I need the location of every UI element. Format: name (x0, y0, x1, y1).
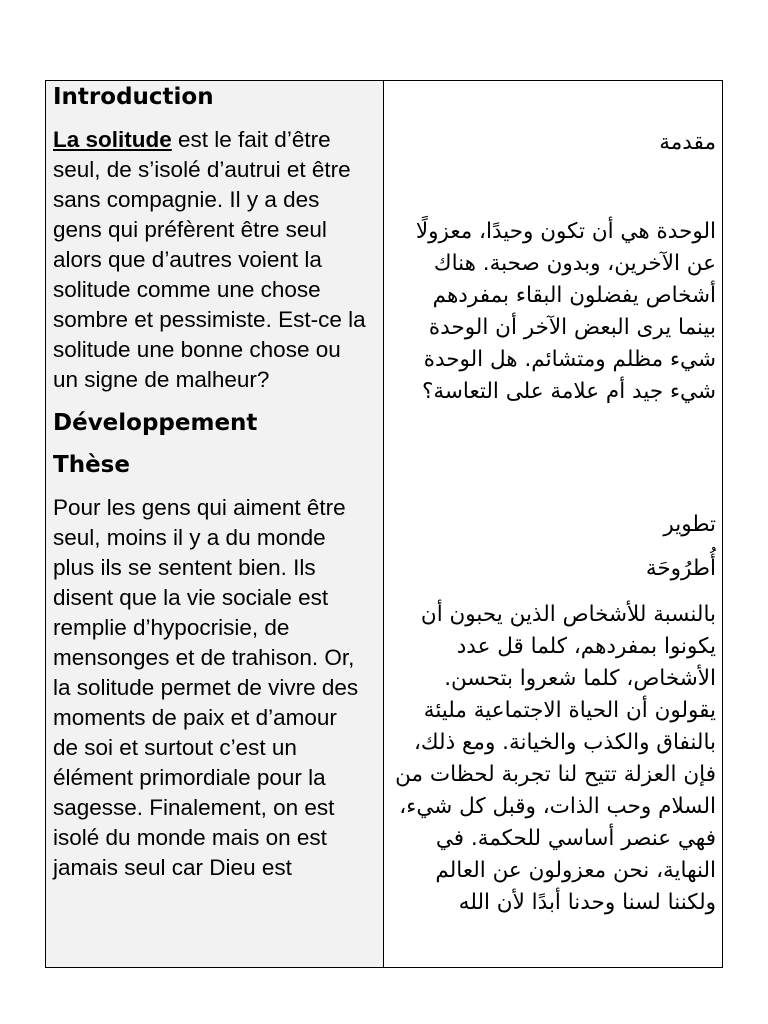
french-cell (46, 81, 375, 947)
these-heading-ar: أُطرُوحَة (645, 556, 716, 581)
intro-paragraph-ar: الوحدة هي أن تكون وحيدًا، معزولًا عن الآخرين، وبدون صحبة. هناك أشخاص يفضلون البقاء بمفردهم بينما يرى البعض الآخر أن الوحدة شيء مظلم ومتشائم. هل الوحدة شيء جيد أم علامة على التعاسة؟ (415, 219, 716, 404)
french-column (46, 81, 384, 967)
intro-heading-fr: Introduction (53, 84, 214, 110)
arabic-column (384, 81, 722, 967)
these-heading-fr: Thèse (53, 452, 130, 478)
these-paragraph-ar: بالنسبة للأشخاص الذين يحبون أن يكونوا بمفردهم، كلما قل عدد الأشخاص، كلما شعروا بتحسن. يقولون أن الحياة الاجتماعية مليئة بالنفاق والكذب والخيانة. ومع ذلك، فإن العزلة تتيح لنا تجربة لحظات من السلام وحب الذات، وقبل كل شيء، فهي عنصر أساسي للحكمة. في النهاية، نحن معزولون عن العالم ولكننا لسنا وحدنا أبدًا لأن الله (395, 602, 716, 915)
dev-heading-ar: تطوير (663, 512, 716, 537)
intro-paragraph-fr (53, 125, 368, 395)
intro-text-fr: est le fait d’être seul, de s’isolé d’autrui et être sans compagnie. Il y a des gens qui préfèrent être seul alors que d’autres voient la solitude comme une chose sombre et pessimiste. Est-ce la solitude une bonne chose ou un signe de malheur? (53, 127, 366, 392)
dev-heading-fr: Développement (53, 410, 258, 436)
intro-heading-ar: مقدمة (659, 130, 716, 155)
these-paragraph-fr: Pour les gens qui aiment être seul, moins il y a du monde plus ils se sentent bien. Ils disent que la vie sociale est remplie d’hypocrisie, de mensonges et de trahison. Or, la solitude permet de vivre des moments de paix et d’amour de soi et surtout c’est un élément primordiale pour la sagesse. Finalement, on est isolé du monde mais on est jamais seul car Dieu est (53, 495, 359, 880)
bilingual-table (45, 80, 723, 968)
intro-term-fr: La solitude (53, 127, 172, 152)
